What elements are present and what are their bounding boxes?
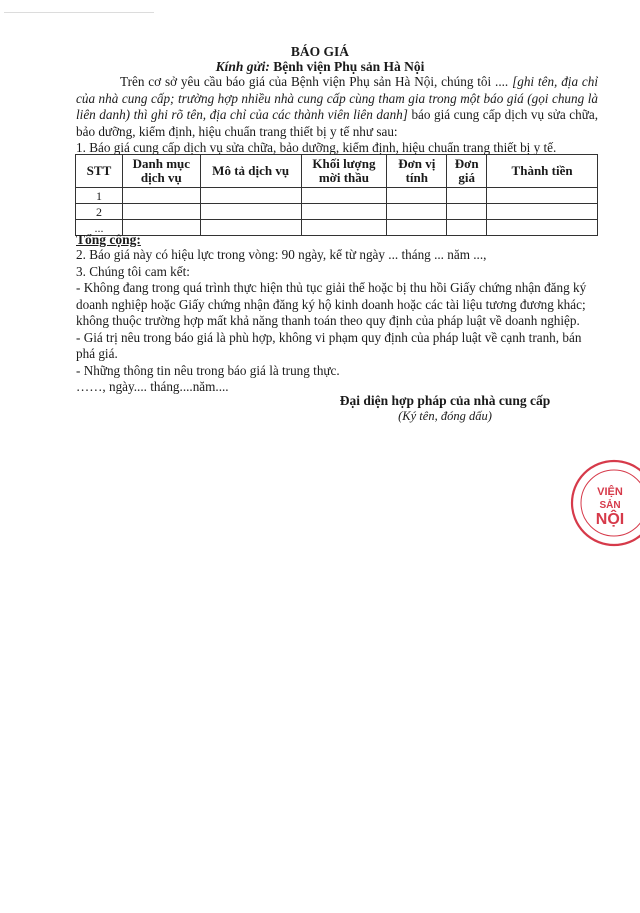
table-cell — [387, 188, 447, 204]
table-row — [76, 204, 598, 220]
table-cell — [447, 188, 487, 204]
stamp-text: NỘI — [595, 511, 625, 528]
commitment-item: - Những thông tin nêu trong báo giá là trung thực. — [76, 362, 340, 378]
table-cell — [301, 204, 387, 220]
document-title: BÁO GIÁ — [290, 44, 350, 59]
header-service-category: Danh mục dịch vụ — [122, 155, 200, 188]
table-cell — [301, 188, 387, 204]
commitment-item: - Giá trị nêu trong báo giá là phù hợp, không vi phạm quy định của pháp luật về cạnh tranh, bán phá giá. — [76, 329, 582, 361]
table-header-row — [76, 155, 598, 188]
table-cell — [200, 188, 301, 204]
header-unit-price: Đơn giá — [447, 155, 487, 188]
section-1-heading: 1. Báo giá cung cấp dịch vụ sửa chữa, bảo dưỡng, kiểm định, hiệu chuẩn trang thiết bị y tế. — [76, 140, 557, 155]
header-service-description: Mô tả dịch vụ — [200, 155, 301, 188]
recipient-name: Bệnh viện Phụ sản Hà Nội — [273, 59, 425, 74]
table-cell — [200, 204, 301, 220]
row-stt: ... — [76, 220, 123, 236]
header-bid-quantity: Khối lượng mời thầu — [301, 155, 387, 188]
intro-note: [ghi tên, địa chỉ của nhà cung cấp; trường hợp nhiều nhà cung cấp cùng tham gia trong một báo giá (gọi chung là liên danh) thì ghi rõ tên, địa chỉ của các thành viên liên danh] — [76, 74, 599, 122]
total-label: Tổng cộng: — [76, 232, 141, 247]
date-line: ……, ngày.... tháng....năm.... — [76, 379, 229, 394]
table-cell — [122, 188, 200, 204]
commitment-item: - Không đang trong quá trình thực hiện thủ tục giải thể hoặc bị thu hồi Giấy chứng nhận đăng ký doanh nghiệp hoặc Giấy chứng nhận đăng ký hộ kinh doanh hoặc các tài liệu tương đương khác; không thuộc trường hợp mất khả năng thanh toán theo quy định của pháp luật về doanh nghiệp. — [76, 280, 587, 328]
table-cell — [447, 220, 487, 236]
scan-artifact-line — [4, 12, 154, 13]
hospital-stamp — [566, 455, 640, 551]
header-stt: STT — [76, 155, 123, 188]
header-unit: Đơn vị tính — [387, 155, 447, 188]
table-cell — [301, 220, 387, 236]
stamp-text: VIỆN — [597, 486, 623, 498]
row-stt: 1 — [76, 188, 123, 204]
table-cell — [447, 204, 487, 220]
table-row — [76, 220, 598, 236]
table-cell — [387, 220, 447, 236]
intro-tail: báo giá cung cấp dịch vụ sửa chữa, bảo dưỡng, kiểm định, hiệu chuẩn trang thiết bị y tế như sau: — [76, 107, 598, 139]
row-stt: 2 — [76, 204, 123, 220]
table-cell — [200, 220, 301, 236]
quote-table — [75, 154, 598, 236]
table-cell — [487, 220, 598, 236]
header-amount: Thành tiền — [487, 155, 598, 188]
table-cell — [387, 204, 447, 220]
signature-title: Đại diện hợp pháp của nhà cung cấp — [339, 393, 551, 408]
section-3-heading: 3. Chúng tôi cam kết: — [76, 263, 190, 279]
recipient-prefix: Kính gửi: — [215, 59, 270, 74]
signature-note: (Ký tên, đóng dấu) — [398, 409, 492, 423]
intro-paragraph — [76, 74, 598, 140]
recipient-line — [0, 59, 640, 75]
table-cell — [487, 204, 598, 220]
intro-lead: Trên cơ sở yêu cầu báo giá của Bệnh viện Phụ sản Hà Nội, chúng tôi .... — [120, 74, 509, 89]
table-row — [76, 188, 598, 204]
table-cell — [487, 188, 598, 204]
section-2-validity: 2. Báo giá này có hiệu lực trong vòng: 90 ngày, kể từ ngày ... tháng ... năm ..., — [76, 247, 487, 262]
stamp-text: SẢN — [599, 500, 621, 511]
table-cell — [122, 204, 200, 220]
terms-block — [76, 247, 598, 396]
